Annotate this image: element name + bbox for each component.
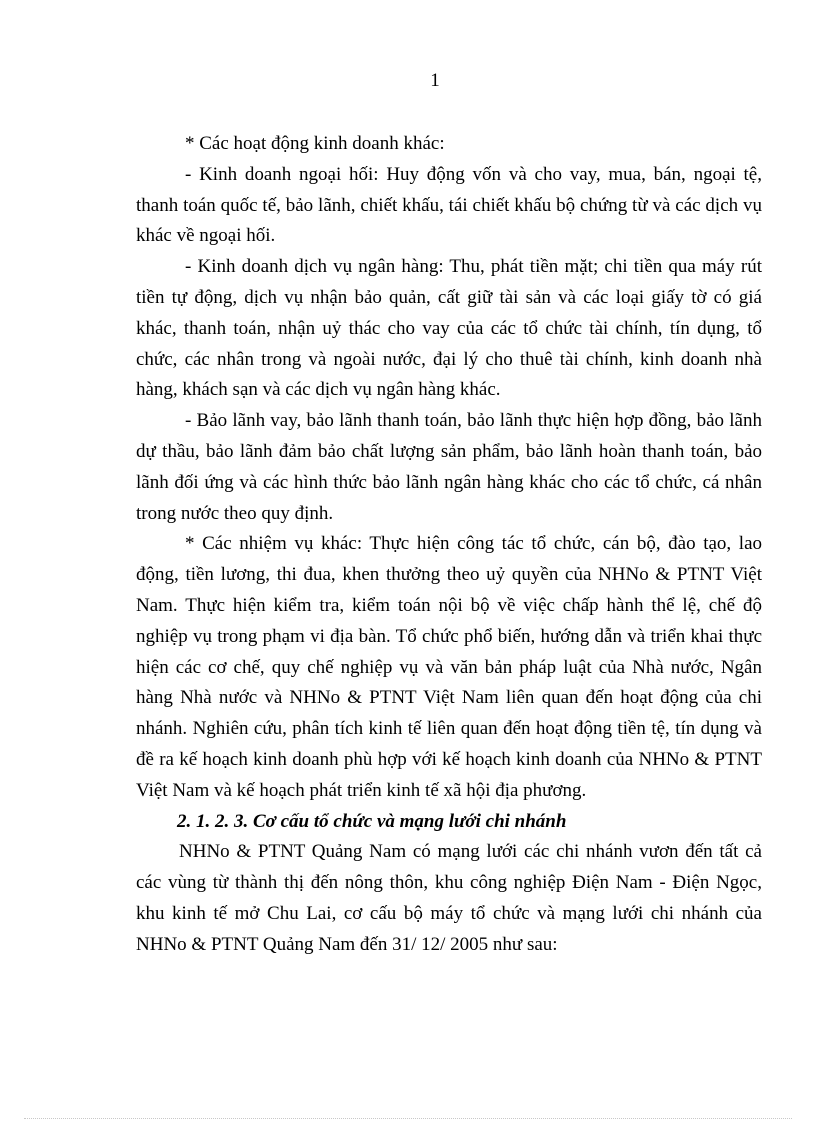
section-heading: 2. 1. 2. 3. Cơ cấu tổ chức và mạng lưới chi nhánh (177, 810, 567, 832)
document-body (136, 129, 762, 961)
paragraph-banking-services: - Kinh doanh dịch vụ ngân hàng: Thu, phát tiền mặt; chi tiền qua máy rút tiền tự động, dịch vụ nhận bảo quản, cất giữ tài sản và các loại giấy tờ có giá khác, thanh toán, nhận uỷ thác cho vay của các tổ chức tài chính, tín dụng, tổ chức, các nhân trong và ngoài nước, đại lý cho thuê tài chính, kinh doanh nhà hàng, khách sạn và các dịch vụ ngân hàng khác. (136, 256, 762, 401)
paragraph-guarantees: - Bảo lãnh vay, bảo lãnh thanh toán, bảo lãnh thực hiện hợp đồng, bảo lãnh dự thầu, bảo lãnh đảm bảo chất lượng sản phẩm, bảo lãnh hoàn thanh toán, bảo lãnh đối ứng và các hình thức bảo lãnh ngân hàng khác cho các tổ chức, cá nhân trong nước theo quy định. (136, 410, 762, 524)
paragraph-foreign-exchange: - Kinh doanh ngoại hối: Huy động vốn và cho vay, mua, bán, ngoại tệ, thanh toán quốc tế, bảo lãnh, chiết khấu, tái chiết khấu bộ chứng từ và các dịch vụ khác về ngoại hối. (136, 163, 762, 247)
paragraph-branch-network: NHNo & PTNT Quảng Nam có mạng lưới các chi nhánh vươn đến tất cả các vùng từ thành thị đến nông thôn, khu công nghiệp Điện Nam - Điện Ngọc, khu kinh tế mở Chu Lai, cơ cấu bộ máy tổ chức và mạng lưới chi nhánh của NHNo & PTNT Quảng Nam đến 31/ 12/ 2005 như sau: (136, 841, 762, 955)
paragraph-other-duties: * Các nhiệm vụ khác: Thực hiện công tác tổ chức, cán bộ, đào tạo, lao động, tiền lương, thi đua, khen thưởng theo uỷ quyền của NHNo & PTNT Việt Nam. Thực hiện kiểm tra, kiểm toán nội bộ về việc chấp hành thể lệ, chế độ nghiệp vụ trong phạm vi địa bàn. Tổ chức phổ biến, hướng dẫn và triển khai thực hiện các cơ chế, quy chế nghiệp vụ và văn bản pháp luật của Nhà nước, Ngân hàng Nhà nước và NHNo & PTNT Việt Nam liên quan đến hoạt động của chi nhánh. Nghiên cứu, phân tích kinh tế liên quan đến hoạt động tiền tệ, tín dụng và đề ra kế hoạch kinh doanh phù hợp với kế hoạch kinh doanh của NHNo & PTNT Việt Nam và kế hoạch phát triển kinh tế xã hội địa phương. (136, 533, 762, 801)
page-number: 1 (430, 70, 440, 91)
page-bottom-border (24, 1118, 792, 1119)
paragraph-other-business: * Các hoạt động kinh doanh khác: (185, 133, 445, 154)
